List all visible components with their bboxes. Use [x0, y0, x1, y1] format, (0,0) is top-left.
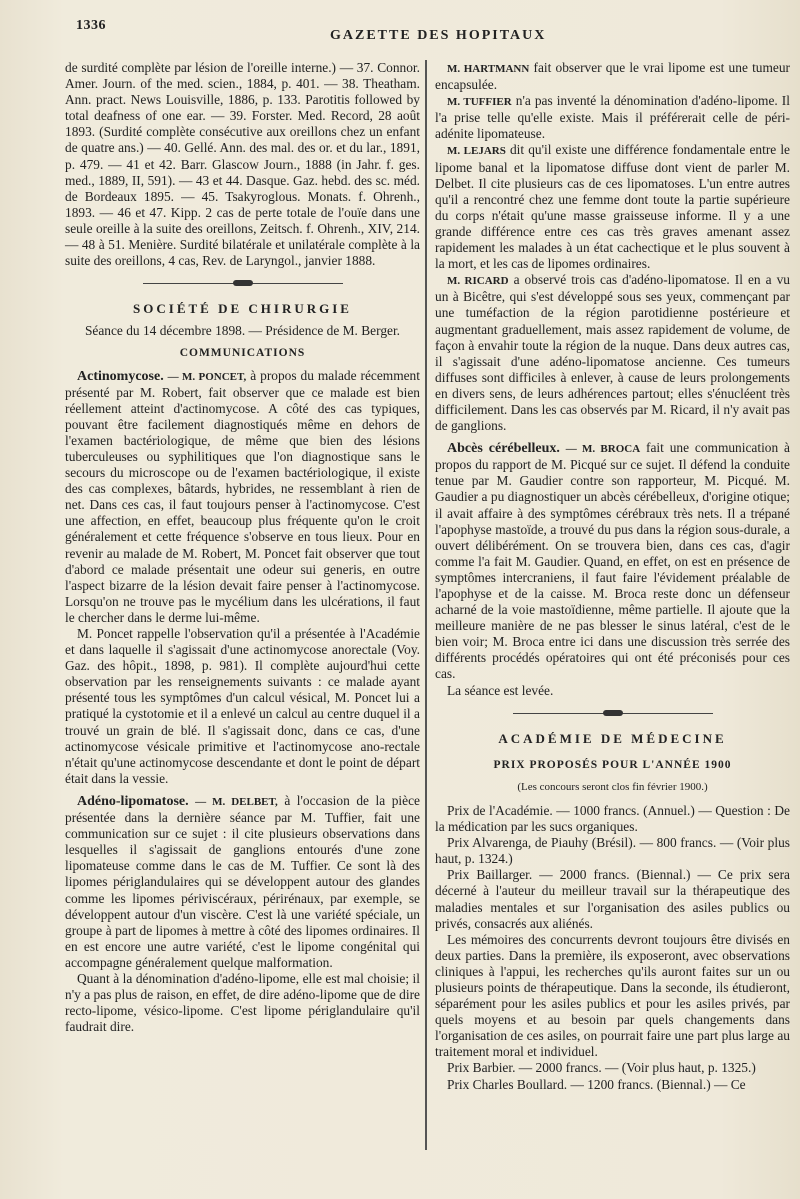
poncet-observation-paragraph: M. Poncet rappelle l'observation qu'il a présentée à l'Académie et dans laquelle il s'agissait d'une actinomycose anorectale (Voy. Gaz. des hôpit., 1898, p. 981). Il complète aujourd'hui cette observation par les renseignements suivants : ce malade ayant présenté tous les symptômes d'un calcul vésical, M. Poncet lui a pratiqué la cystotomie et il a enlevé un calcul au centre duquel il a trouvé un grain de blé. Il s'agissait donc, dans ce cas, d'une actinomycose vésicale primitive et l'actinomycose ano-rectale n'était qu'une actinomycose descendante et dont le point de départ était dans la vessie. [65, 626, 420, 786]
left-column [65, 60, 420, 1035]
society-title: SOCIÉTÉ DE CHIRURGIE [133, 301, 352, 317]
page-header [0, 0, 800, 60]
actinomycose-paragraph [65, 368, 420, 627]
speaker-hartmann: M. HARTMANN [447, 63, 530, 75]
references-paragraph: de surdité complète par lésion de l'oreille interne.) — 37. Connor. Amer. Journ. of the med. scien., 1884, p. 401. — 38. Theatham. Ann. pract. News Louisville, 1886, p. 133. Parotitis followed by total deafness of one ear. — 39. Forster. Med. Record, 28 août 1893. (Surdité complète consécutive aux oreillons chez un enfant de quatre ans.) — 40. Gellé. Ann. des mal. des or. et du lar., 1891, p. 479. — 41 et 42. Barr. Glascow Journ., 1888 (in Jahr. f. ges. med., 1889, II, 591). — 43 et 44. Dasque. Gaz. hebd. des sc. méd. de Bordeaux 1895. — 45. Tsakyroglous. Monats. f. Ohrenh., 1893. — 46 et 47. Kipp. 2 cas de perte totale de l'ouïe dans une seule oreille à la suite des oreillons, Zeitsch. f. Ohrenh., XIV, 214. — 48 à 51. Menière. Surdité bilatérale et unilatérale complète à la suite des oreillons, 4 cas, Rev. de Laryngol., janvier 1888. [65, 60, 420, 269]
ricard-text: a observé trois cas d'adéno-lipomatose. Il en a vu un à Bicêtre, qui s'est développé sous ses yeux, commençant par une tuméfaction de la région parotidienne postérieure et augmentant graduellement, mais assez rapidement de volume, de façon à envahir toute la région de la nuque. Dans deux autres cas, il s'agissait d'une adéno-lipomatose ancienne. Ces tumeurs diffuses sont difficiles à enlever, à cause de leurs prolongements en divers sens, de leurs adhérences partout; elles s'énucléent très difficilement. Dans les cas observés par M. Ricard, il n'y avait pas de ganglions. [435, 272, 790, 434]
session-line: Séance du 14 décembre 1898. — Présidence de M. Berger. [84, 323, 401, 339]
speaker-delbet: — M. DELBET, [195, 795, 278, 808]
tuffier-text: n'a pas inventé la dénomination d'adéno-lipome. Il l'a prise telle qu'elle existe. Mais il préférerait celle de péri-adénite lipomateuse. [435, 93, 790, 142]
adeno-paragraph [65, 793, 420, 971]
abces-heading: Abcès cérébelleux. [447, 441, 560, 457]
speaker-tuffier: M. TUFFIER [447, 96, 512, 109]
lejars-paragraph [435, 142, 790, 272]
communications-heading: COMMUNICATIONS [179, 347, 306, 360]
academy-title: ACADÉMIE DE MÉDECINE [498, 730, 727, 746]
speaker-poncet: — M. PONCET, [167, 370, 247, 383]
seance-levee: La séance est levée. [447, 682, 554, 698]
page-number: 1336 [76, 18, 106, 33]
prix-title: PRIX PROPOSÉS POUR L'ANNÉE 1900 [493, 758, 732, 771]
actinomycose-heading: Actinomycose. [77, 368, 164, 384]
prix-alvarenga: Prix Alvarenga, de Piauhy (Brésil). — 800 francs. — (Voir plus haut, p. 1324.) [435, 835, 790, 867]
abces-text: fait une communication à propos du rapport de M. Picqué sur ce sujet. Il défend la conduite tenue par M. Gaudier contre son rapporteur, M. Picqué. M. Gaudier a pu diagnostiquer un abcès cérébelleux, d'origine otique; il avait affaire à des symptômes cérébraux très nets. Il a trépané l'apophyse mastoïde, a trouvé du pus dans la région sous-durale, a ouvert délibérément. On se trouvera bien, dans ces cas, d'agir comme l'a fait M. Gaudier. Quand, en effet, on est en présence de symptômes intercraniens, il faut faire l'évidement préalable de l'apophyse et de la caisse. M. Broca reste donc un défenseur acharné de la voie mastoïdienne, même partielle. Il ajoute que la meilleure manière de ne pas blesser le sinus latéral, c'est de le bien voir; M. Broca entre ici dans une discussion très serrée des différents procédés opératoires qui ont été préconisés pour ces cas. [435, 440, 790, 682]
prix-academie: Prix de l'Académie. — 1000 francs. (Annuel.) — Question : De la médication par les sucs organiques. [435, 802, 790, 835]
right-column [435, 60, 790, 1093]
speaker-ricard: M. RICARD [447, 275, 509, 288]
prix-boullard: Prix Charles Boullard. — 1200 francs. (Biennal.) — Ce [447, 1076, 746, 1092]
speaker-broca: — M. BROCA [565, 443, 641, 456]
actinomycose-text: à propos du malade récemment présenté par M. Robert, fait observer que ce malade est bien réellement atteint d'actinomycose. A côté des cas typiques, pouvant être facilement diagnostiqués même en dehors de l'examen bactériologique, de même que bien des lésions tuberculeuses ou syphilitiques que l'on diagnostique sans le secours du microscope ou de l'examen bactériologique, il existe des cas complexes, bâtards, hybrides, ne ressemblant à rien de net. Dans ces cas, il faut toujours penser à l'actinomycose. C'est une affection, en effet, beaucoup plus fréquente qu'on le croit généralement et cette fréquence s'observe en tous lieux. Pour en revenir au malade de M. Robert, M. Poncet fait observer que tout d'abord ce malade présentait une odeur sui generis, en outre l'aspect bizarre de la lésion devait faire penser à l'actinomycose. Lorsqu'on ne trouve pas le mycélium dans les ulcérations, il faut le chercher dans le derme lui-même. [65, 367, 420, 625]
hartmann-paragraph [435, 60, 790, 93]
adeno-heading: Adéno-lipomatose. [77, 793, 189, 809]
prix-note: (Les concours seront clos fin février 1900.) [517, 780, 708, 793]
running-title: GAZETTE DES HOPITAUX [330, 28, 547, 43]
section-ornament [513, 707, 713, 721]
prix-barbier: Prix Barbier. — 2000 francs. — (Voir plus haut, p. 1325.) [447, 1060, 756, 1076]
adeno-text: à l'occasion de la pièce présentée dans la dernière séance par M. Tuffier, fait une communication sur ce sujet : il cite plusieurs observations dans lesquelles il s'agissait de ganglions entourés d'une zone lipomateuse comme dans le cas de M. Tuffier. Ce sont là des lipomes périglandulaires qui se développent autour des glandes comme les lipomes périviscéraux, périrénaux, par exemple, se développent autour d'un viscère. C'est là une variété spéciale, un groupe à part de lipomes à mettre à côté des lipomes ordinaires. Il en est encore une autre variété, c'est le lipome congénital qui accompagne généralement quelque malformation. [65, 792, 420, 970]
column-divider [425, 60, 428, 1150]
denomination-paragraph: Quant à la dénomination d'adéno-lipome, elle est mal choisie; il n'y a pas plus de raison, en effet, de dire adéno-lipome que de dire recto-lipome, vésico-lipome. C'est lipome périglandulaire qu'il faudrait dire. [65, 970, 420, 1035]
prix-baillarger-details: Les mémoires des concurrents devront toujours être divisés en deux parties. Dans la première, ils exposeront, avec observations cliniques à l'appui, les recherches qu'ils auront faites sur un ou plusieurs points de thérapeutique. Dans la seconde, ils étudieront, séparément pour les asiles publics et pour les asiles privés, par quels moyens et au besoin par quels changements dans l'organisation de ces asiles, on pourrait faire une part plus large au traitement moral et individuel. [435, 931, 790, 1060]
abces-paragraph [435, 440, 790, 682]
section-ornament [143, 277, 343, 291]
speaker-lejars: M. LEJARS [447, 145, 506, 158]
hartmann-text: fait observer que le vrai lipome est une tumeur encapsulée. [435, 60, 790, 93]
ricard-paragraph [435, 272, 790, 434]
tuffier-paragraph [435, 93, 790, 142]
lejars-text: dit qu'il existe une différence fondamentale entre le lipome banal et la lipomatose diffuse dont vient de parler M. Delbet. Il cite plusieurs cas de ces lipomatoses. L'un entre autres qu'il a rencontré chez une femme dont toute la partie supérieure du corps n'était qu'une masse graisseuse informe. Il y a une grande différence entre ces cas très graves amenant assez rapidement les malades à un état cachectique et le plus souvent à la mort, et les cas de lipomes ordinaires. [435, 142, 790, 272]
prix-baillarger: Prix Baillarger. — 2000 francs. (Biennal.) — Ce prix sera décerné à l'auteur du meilleur travail sur la thérapeutique des maladies mentales et sur l'organisation des asiles publics ou privés, consacrés aux aliénés. [435, 867, 790, 931]
